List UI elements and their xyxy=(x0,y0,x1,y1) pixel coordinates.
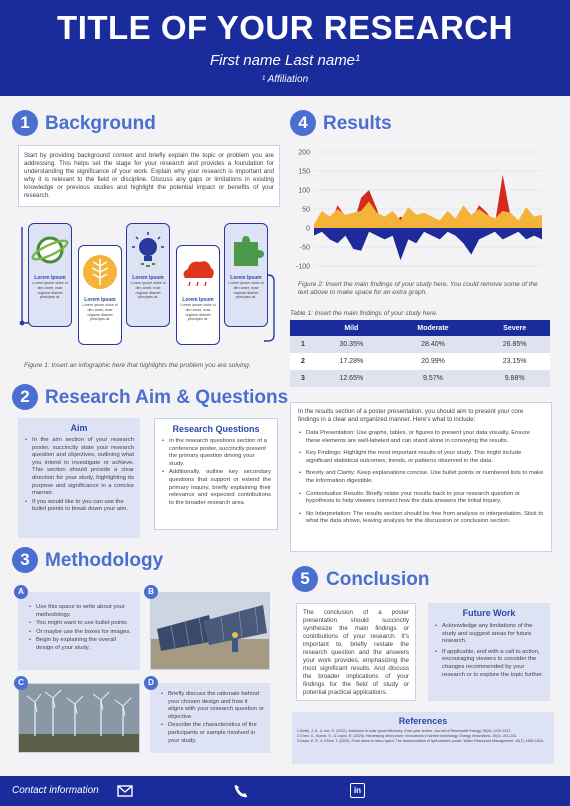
question-item: • In the research questions section of a conference poster, succinctly present the primary question driving your study. xyxy=(161,438,271,468)
infographic xyxy=(18,215,280,363)
infographic-card-2 xyxy=(78,245,122,345)
table-header-row xyxy=(290,320,550,336)
figure-2-caption: Figure 2: Insert the main findings of your study here. You could remove some of the text above to make space for an extra graph. xyxy=(298,281,538,296)
wind-turbine-photo xyxy=(19,684,139,752)
results-intro: In the results section of a poster presentation, you should aim to present your core findings in a clear and organized manner. Here's what to include: xyxy=(298,408,524,423)
table-1-caption: Table 1: Insert the main findings of your study here. xyxy=(290,310,438,317)
phone-icon[interactable] xyxy=(232,782,250,800)
aim-box xyxy=(18,418,140,538)
linkedin-icon[interactable]: in xyxy=(350,783,365,798)
solar-panel-image xyxy=(150,592,270,670)
methodology-d-list xyxy=(160,691,264,745)
section-title-results: Results xyxy=(323,113,392,134)
author-name: First name Last name¹ xyxy=(209,52,361,69)
label-c: C xyxy=(14,676,28,690)
infographic-card-3 xyxy=(126,223,170,327)
table-row xyxy=(290,370,550,387)
wind-turbine-image xyxy=(18,683,140,753)
label-a: A xyxy=(14,585,28,599)
results-item: • No Interpretation: The results section should be free from analysis or interpretation. Stick to what the data shows, leaving analysis for the discussion or conclusion section. xyxy=(298,511,544,526)
methodology-a-list xyxy=(28,604,134,653)
methodology-a-item: • Use this space to write about your methodology. xyxy=(28,604,134,619)
results-list xyxy=(298,430,544,526)
figure-1-caption: Figure 1: Insert an infographic here that highlights the problem you are solving. xyxy=(24,362,251,369)
results-chart xyxy=(288,146,552,274)
infographic-heading: Lorem Ipsum xyxy=(84,297,116,303)
table-header-cell: Moderate xyxy=(387,320,480,336)
research-questions-title: Research Questions xyxy=(172,424,260,434)
section-title-background: Background xyxy=(45,113,156,134)
section-number-5: 5 xyxy=(292,566,318,592)
chart-y-tick-label: 50 xyxy=(302,206,310,214)
reference-item: 1.Smith, J. A., & Lee, R. (2022). Advances in solar panel efficiency: A ten-year review. Journal of Renewable Energy, 56(4), 1234-1247. xyxy=(297,729,512,733)
results-text-box xyxy=(290,402,552,552)
header-banner xyxy=(0,0,570,96)
chart-y-tick-label: 0 xyxy=(306,225,310,233)
infographic-text: Lorem ipsum dolor si dim amet, mae regione diamet principes at. xyxy=(82,303,118,322)
mail-icon[interactable] xyxy=(116,782,134,800)
infographic-card-5 xyxy=(224,223,268,327)
table-cell: 2 xyxy=(290,353,316,370)
methodology-box-d xyxy=(150,683,270,753)
section-number-4: 4 xyxy=(290,110,316,136)
chart-y-tick-label: 100 xyxy=(298,187,310,195)
results-item: • Key Findings: Highlight the most important results of your study. This might include significant statistical outcomes, trends, or patterns observed in the data. xyxy=(298,450,544,465)
table-row xyxy=(290,336,550,353)
results-item: • Contextualize Results: Briefly relate your results back to your research question or hypothesis to help viewers connect how the data answers the initial inquiry. xyxy=(298,491,544,506)
table-header-cell: Mild xyxy=(316,320,387,336)
table-cell: 3 xyxy=(290,370,316,387)
methodology-a-item: • You might want to use bullet points xyxy=(28,620,134,628)
table-row xyxy=(290,353,550,370)
results-item: • Brevity and Clarity: Keep explanations concise. Use bullet points or numbered lists to make the information digestible. xyxy=(298,470,544,485)
table-cell: 26.85% xyxy=(479,336,550,353)
infographic-text: Lorem ipsum dolor si dim amet, mae regione diamet principes at. xyxy=(130,281,166,300)
aim-item: • In the aim section of your research poster, succinctly state your research question and objectives, outlining what you intend to investigate or achieve. This section should provide a clear direction for your study, highlighting its purpose and significance in a concise manner. xyxy=(24,437,134,498)
reference-item: 3.Davis, E. P., & O'Neil, T. (2020). From dams to micro-hydro: The transformation of hydroelectric power. Water Resources Management, 40(7), 1589-1604. xyxy=(297,739,544,743)
poster-title: TITLE OF YOUR RESEARCH xyxy=(57,9,513,46)
methodology-d-item: • Describe the characteristics of the participants or sample involved in your study. xyxy=(160,722,264,745)
chart-y-tick-label: -100 xyxy=(295,263,310,271)
future-work-item: • Acknowledge any limitations of the study and suggest areas for future research. xyxy=(434,623,544,646)
solar-panel-photo xyxy=(151,593,269,669)
research-questions-box xyxy=(154,418,278,530)
conclusion-text: The conclusion of a poster presentation should succinctly synthesize the main findings or contributions of your research. It's important to, briefly restate the research question and the answers your work provides, emphasizing the most significant results. And discuss the broader implications of your findings for the field of study or potential practical applications. xyxy=(296,603,416,701)
question-item: • Additionally, outline key secondary questions that support or extend the primary inquiry, briefly explaining their relevance and expected contributions to the broader research area. xyxy=(161,469,271,507)
cloud-rain-icon xyxy=(178,252,218,292)
table-cell: 9.88% xyxy=(479,370,550,387)
section-number-3: 3 xyxy=(12,547,38,573)
aim-item: • If you would like to you can use the bullet points to break down your aim. xyxy=(24,499,134,514)
infographic-text: Lorem ipsum dolor si dim amet, mae regione diamet principes at. xyxy=(32,281,68,300)
methodology-a-item: • Or maybe use the boxes for images. xyxy=(28,629,134,637)
table-header-cell xyxy=(290,320,316,336)
chart-series-3 xyxy=(314,228,542,260)
infographic-heading: Lorem Ipsum xyxy=(34,275,66,281)
chart-y-tick-label: 150 xyxy=(298,168,310,176)
affiliation: ¹ Affiliation xyxy=(261,74,309,85)
infographic-card-4 xyxy=(176,245,220,345)
future-work-box xyxy=(428,603,550,701)
infographic-text: Lorem ipsum dolor si dim amet, mae regione diamet principes at. xyxy=(180,303,216,322)
section-number-1: 1 xyxy=(12,110,38,136)
section-title-aims: Research Aim & Questions xyxy=(45,387,289,408)
table-cell: 28.40% xyxy=(387,336,480,353)
infographic-heading: Lorem Ipsum xyxy=(132,275,164,281)
table-cell: 1 xyxy=(290,336,316,353)
chart-y-tick-label: -50 xyxy=(299,244,310,252)
future-work-list xyxy=(434,623,544,679)
infographic-heading: Lorem Ipsum xyxy=(182,297,214,303)
aim-title: Aim xyxy=(70,423,88,433)
contact-information: Contact information xyxy=(12,785,99,796)
leaf-icon xyxy=(80,252,120,292)
label-b: B xyxy=(144,585,158,599)
chart-y-tick-label: 200 xyxy=(298,149,310,157)
table-cell: 30.35% xyxy=(316,336,387,353)
puzzle-icon xyxy=(226,230,266,270)
references-box xyxy=(292,712,554,764)
background-text: Start by providing background context and briefly explain the topic or problem you are addressing. This helps set the stage for your research and provides a foundation for understanding the significance of your work. Explain why your research is important and why it is relevant to the field or discipline. Discuss any gaps or limitations in existing knowledge or previous studies and highlight the potential impact or benefits of your research. xyxy=(18,145,280,207)
methodology-a-item: • Begin by explaining the overall design of your study. xyxy=(28,637,134,652)
section-number-2: 2 xyxy=(12,384,38,410)
references-title: References xyxy=(398,716,448,726)
results-item: • Data Presentation: Use graphs, tables, or figures to present your data visually. Ensure these elements are well-labeled and can stand alone in conveying the results. xyxy=(298,430,544,445)
table-cell: 9.57% xyxy=(387,370,480,387)
infographic-card-1 xyxy=(28,223,72,327)
table-header-cell: Severe xyxy=(479,320,550,336)
footer xyxy=(0,776,570,806)
planet-icon xyxy=(30,230,70,270)
aim-list xyxy=(24,437,134,514)
label-d: D xyxy=(144,676,158,690)
table-cell: 17.28% xyxy=(316,353,387,370)
infographic-text: Lorem ipsum dolor si dim amet, mae regione diamet principes at. xyxy=(228,281,264,300)
lightbulb-icon xyxy=(128,230,168,270)
methodology-box-a xyxy=(18,592,140,670)
results-table xyxy=(290,320,550,387)
table-cell: 20.99% xyxy=(387,353,480,370)
future-work-item: • If applicable, end with a call to action, encouraging viewers to consider the changes recommended by your research or to explore the topic further. xyxy=(434,649,544,679)
methodology-d-item: • Briefly discuss the rationale behind your chosen design and how it aligns with your research question or objective. xyxy=(160,691,264,721)
section-title-conclusion: Conclusion xyxy=(326,569,430,590)
infographic-heading: Lorem Ipsum xyxy=(230,275,262,281)
table-cell: 23.15% xyxy=(479,353,550,370)
reference-item: 2.Chen, X., Kumar, S., & Lopez, R. (2020). Harnessing wind power: Innovations in turbine technology. Energy Innovations, 29(3), 201-215. xyxy=(297,734,517,738)
table-cell: 12.65% xyxy=(316,370,387,387)
future-work-title: Future Work xyxy=(462,608,516,618)
research-questions-list xyxy=(161,438,271,507)
section-title-methodology: Methodology xyxy=(45,550,164,571)
